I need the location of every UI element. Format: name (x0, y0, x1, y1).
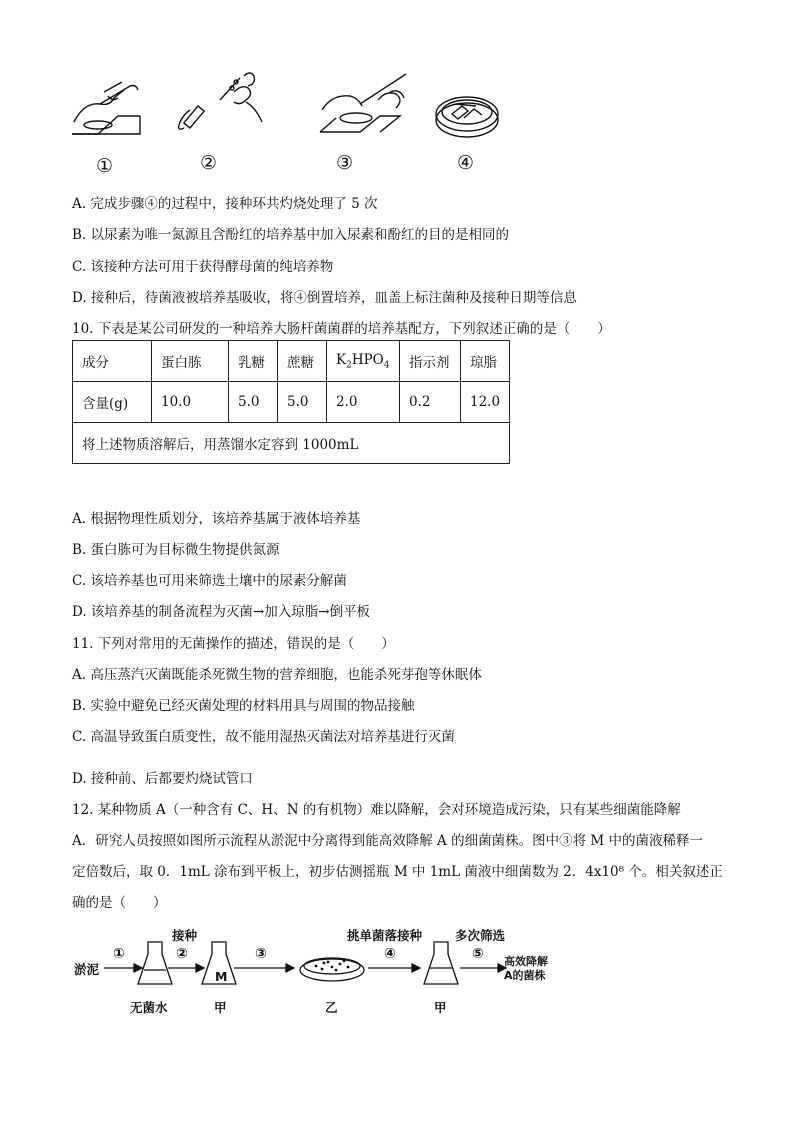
table-cell-k2hpo4: $K_2HPO_4$ (327, 341, 400, 382)
table-cell: 含量(g) (73, 382, 152, 423)
q9-option-a: A. 完成步骤④的过程中，接种环共灼烧处理了 5 次 (72, 196, 378, 212)
table-cell: 12.0 (461, 382, 510, 423)
figure-label-1: ① (96, 155, 114, 177)
table-cell: 5.0 (229, 382, 278, 423)
flow-result-line-2: A的菌株 (504, 969, 546, 982)
flow-start-label: 淤泥 (74, 962, 100, 977)
flow-step-1: ① (113, 946, 125, 962)
table-note-row (73, 423, 510, 464)
table-cell: 乳糖 (229, 341, 278, 382)
flask-m-letter: M (215, 969, 228, 984)
step4-illustration (436, 97, 498, 137)
flow-label-sterile-water: 无菌水 (130, 1000, 168, 1015)
table-cell: 2.0 (327, 382, 400, 423)
table-cell: 10.0 (152, 382, 229, 423)
flow-label-screening: 多次筛选 (455, 928, 506, 943)
q11-option-b: B. 实验中避免已经灭菌处理的材料用具与周围的物品接触 (72, 698, 415, 714)
figure-label-4: ④ (457, 152, 475, 174)
table-cell: 0.2 (400, 382, 461, 423)
q10-option-c: C. 该培养基也可用来筛选土壤中的尿素分解菌 (72, 573, 347, 589)
q10-option-a: A. 根据物理性质划分，该培养基属于液体培养基 (72, 511, 361, 527)
table-cell: 琼脂 (461, 341, 510, 382)
q12-stem-line-1: 12. 某种物质 A（一种含有 C、H、N 的有机物）难以降解，会对环境造成污染，只有某些细菌能降解 (72, 802, 681, 818)
q12-stem-line-3: 定倍数后，取 0．1mL 涂布到平板上，初步估测摇瓶 M 中 1mL 菌液中细菌数为 2．4x10⁸ 个。相关叙述正 (72, 864, 723, 880)
table-note-cell: 将上述物质溶解后，用蒸馏水定容到 1000mL (73, 423, 510, 464)
q9-option-d: D. 接种后，待菌液被培养基吸收，将④倒置培养，皿盖上标注菌种及接种日期等信息 (72, 290, 577, 306)
table-cell: 蛋白胨 (152, 341, 229, 382)
q12-stem-line-4: 确的是（ ） (72, 895, 167, 911)
q9-option-c: C. 该接种方法可用于获得酵母菌的纯培养物 (72, 259, 334, 275)
petri-plate (300, 959, 364, 981)
q10-stem: 10. 下表是某公司研发的一种培养大肠杆菌菌群的培养基配方，下列叙述正确的是（ ） (72, 321, 611, 337)
flow-step-3: ③ (255, 946, 267, 962)
flow-step-4: ④ (384, 946, 396, 962)
q10-option-b: B. 蛋白胨可为目标微生物提供氮源 (72, 542, 280, 558)
flow-step-5: ⑤ (472, 946, 484, 962)
q12-stem-line-2: A．研究人员按照如图所示流程从淤泥中分离得到能高效降解 A 的细菌菌株。图中③将 M 中的菌液稀释一 (72, 833, 703, 849)
step3-illustration (320, 74, 406, 132)
flow-step-2: ② (176, 946, 188, 962)
step1-illustration (72, 82, 140, 134)
figure-label-2: ② (200, 152, 218, 174)
table-row (73, 382, 510, 423)
flow-label-inoculate: 接种 (172, 928, 198, 943)
table-cell: 指示剂 (400, 341, 461, 382)
flow-label-jia-1: 甲 (214, 1000, 227, 1015)
q9-option-b: B. 以尿素为唯一氮源且含酚红的培养基中加入尿素和酚红的目的是相同的 (72, 227, 510, 243)
table-cell: 5.0 (278, 382, 327, 423)
flow-label-jia-2: 甲 (434, 1000, 447, 1015)
operation-figure (60, 62, 520, 187)
table-cell: 成分 (73, 341, 152, 382)
flask-sterile-water (138, 942, 172, 984)
q11-stem: 11. 下列对常用的无菌操作的描述，错误的是（ ） (72, 636, 395, 652)
q10-option-d: D. 该培养基的制备流程为灭菌→加入琼脂→倒平板 (72, 604, 371, 620)
flow-label-pick-colony: 挑单菌落接种 (347, 928, 423, 943)
flow-result-line-1: 高效降解 (504, 955, 548, 968)
step2-illustration (179, 73, 262, 129)
medium-formula-table (72, 340, 510, 464)
q11-option-a: A. 高压蒸汽灭菌既能杀死微生物的营养细胞，也能杀死芽孢等休眠体 (72, 667, 482, 683)
table-header-row (73, 341, 510, 382)
table-cell: 蔗糖 (278, 341, 327, 382)
q11-option-d: D. 接种前、后都要灼烧试管口 (72, 771, 253, 787)
flow-label-yi: 乙 (325, 1000, 338, 1015)
flask-final (424, 942, 458, 984)
figure-label-3: ③ (336, 152, 354, 174)
q11-option-c: C. 高温导致蛋白质变性，故不能用湿热灭菌法对培养基进行灭菌 (72, 729, 455, 745)
